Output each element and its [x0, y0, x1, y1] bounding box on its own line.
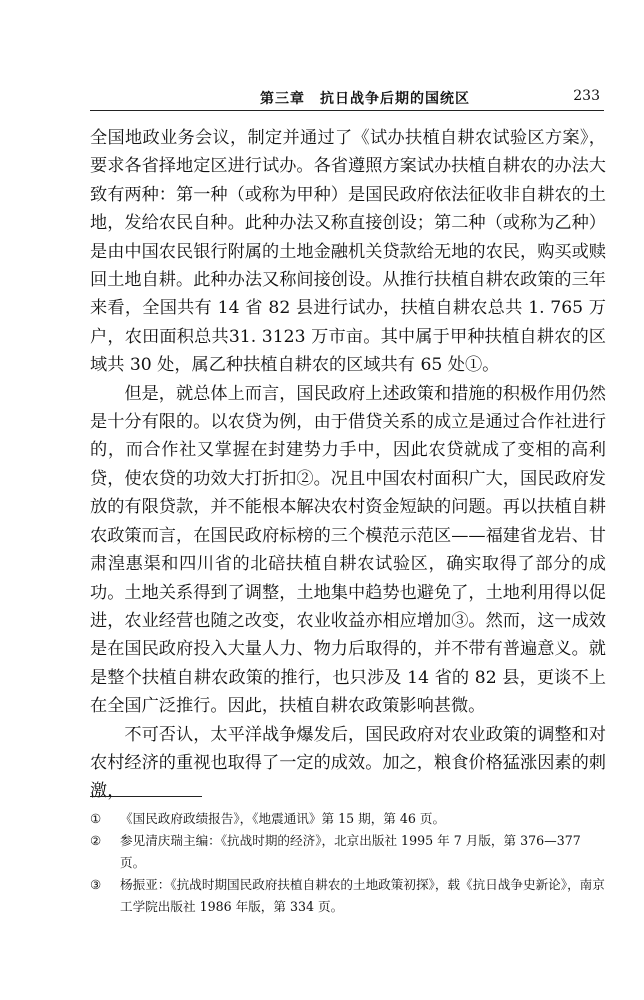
footnote-2	[90, 830, 606, 874]
footnotes	[90, 808, 606, 918]
running-header	[90, 86, 604, 111]
footnote-divider	[90, 796, 202, 797]
footnote-text: 参见清庆瑞主编：《抗战时期的经济》，北京出版社 1995 年 7 月版，第 376—377 页。	[120, 833, 581, 870]
paragraph-1: 全国地政业务会议，制定并通过了《试办扶植自耕农试验区方案》，要求各省择地定区进行试办。各省遵照方案试办扶植自耕农的办法大致有两种：第一种（或称为甲种）是国民政府依法征收非自耕农的土地，发给农民自种。此种办法又称直接创设；第二种（或称为乙种）是由中国农民银行附属的土地金融机关贷款给无地的农民，购买或赎回土地自耕。此种办法又称间接创设。从推行扶植自耕农政策的三年来看，全国共有 14 省 82 县进行试办，扶植自耕农总共 1. 765 万户，农田面积总共31. 3123 万市亩。其中属于甲种扶植自耕农的区域共 30 处，属乙种扶植自耕农的区域共有 65 处①。	[90, 128, 606, 376]
footnote-text: 杨振亚：《抗战时期国民政府扶植自耕农的土地政策初探》，载《抗日战争史新论》，南京工学院出版社 1986 年版，第 334 页。	[120, 877, 605, 914]
footnote-mark: ③	[90, 877, 102, 892]
chapter-title: 第三章 抗日战争后期的国统区	[260, 91, 470, 107]
footnote-mark: ①	[90, 811, 102, 826]
footnote-mark: ②	[90, 833, 102, 848]
body-text	[90, 124, 606, 806]
footnote-3	[90, 874, 606, 918]
paragraph-3: 不可否认，太平洋战争爆发后，国民政府对农业政策的调整和对农村经济的重视也取得了一定的成效。加之，粮食价格猛涨因素的刺激，	[90, 724, 606, 802]
paragraph-2: 但是，就总体上而言，国民政府上述政策和措施的积极作用仍然是十分有限的。以农贷为例，由于借贷关系的成立是通过合作社进行的，而合作社又掌握在封建势力手中，因此农贷就成了变相的高利贷，使农贷的功效大打折扣②。况且中国农村面积广大，国民政府发放的有限贷款，并不能根本解决农村资金短缺的问题。再以扶植自耕农政策而言，在国民政府标榜的三个模范示范区——福建省龙岩、甘肃湟惠渠和四川省的北碚扶植自耕农试验区，确实取得了部分的成功。土地关系得到了调整，土地集中趋势也避免了，土地利用得以促进，农业经营也随之改变，农业收益亦相应增加③。然而，这一成效是在国民政府投入大量人力、物力后取得的，并不带有普遍意义。就是整个扶植自耕农政策的推行，也只涉及 14 省的 82 县，更谈不上在全国广泛推行。因此，扶植自耕农政策影响甚微。	[90, 383, 606, 717]
page-number: 233	[573, 88, 600, 104]
footnote-text: 《国民政府政绩报告》，《地震通讯》第 15 期，第 46 页。	[120, 811, 446, 826]
footnote-1	[90, 808, 606, 830]
